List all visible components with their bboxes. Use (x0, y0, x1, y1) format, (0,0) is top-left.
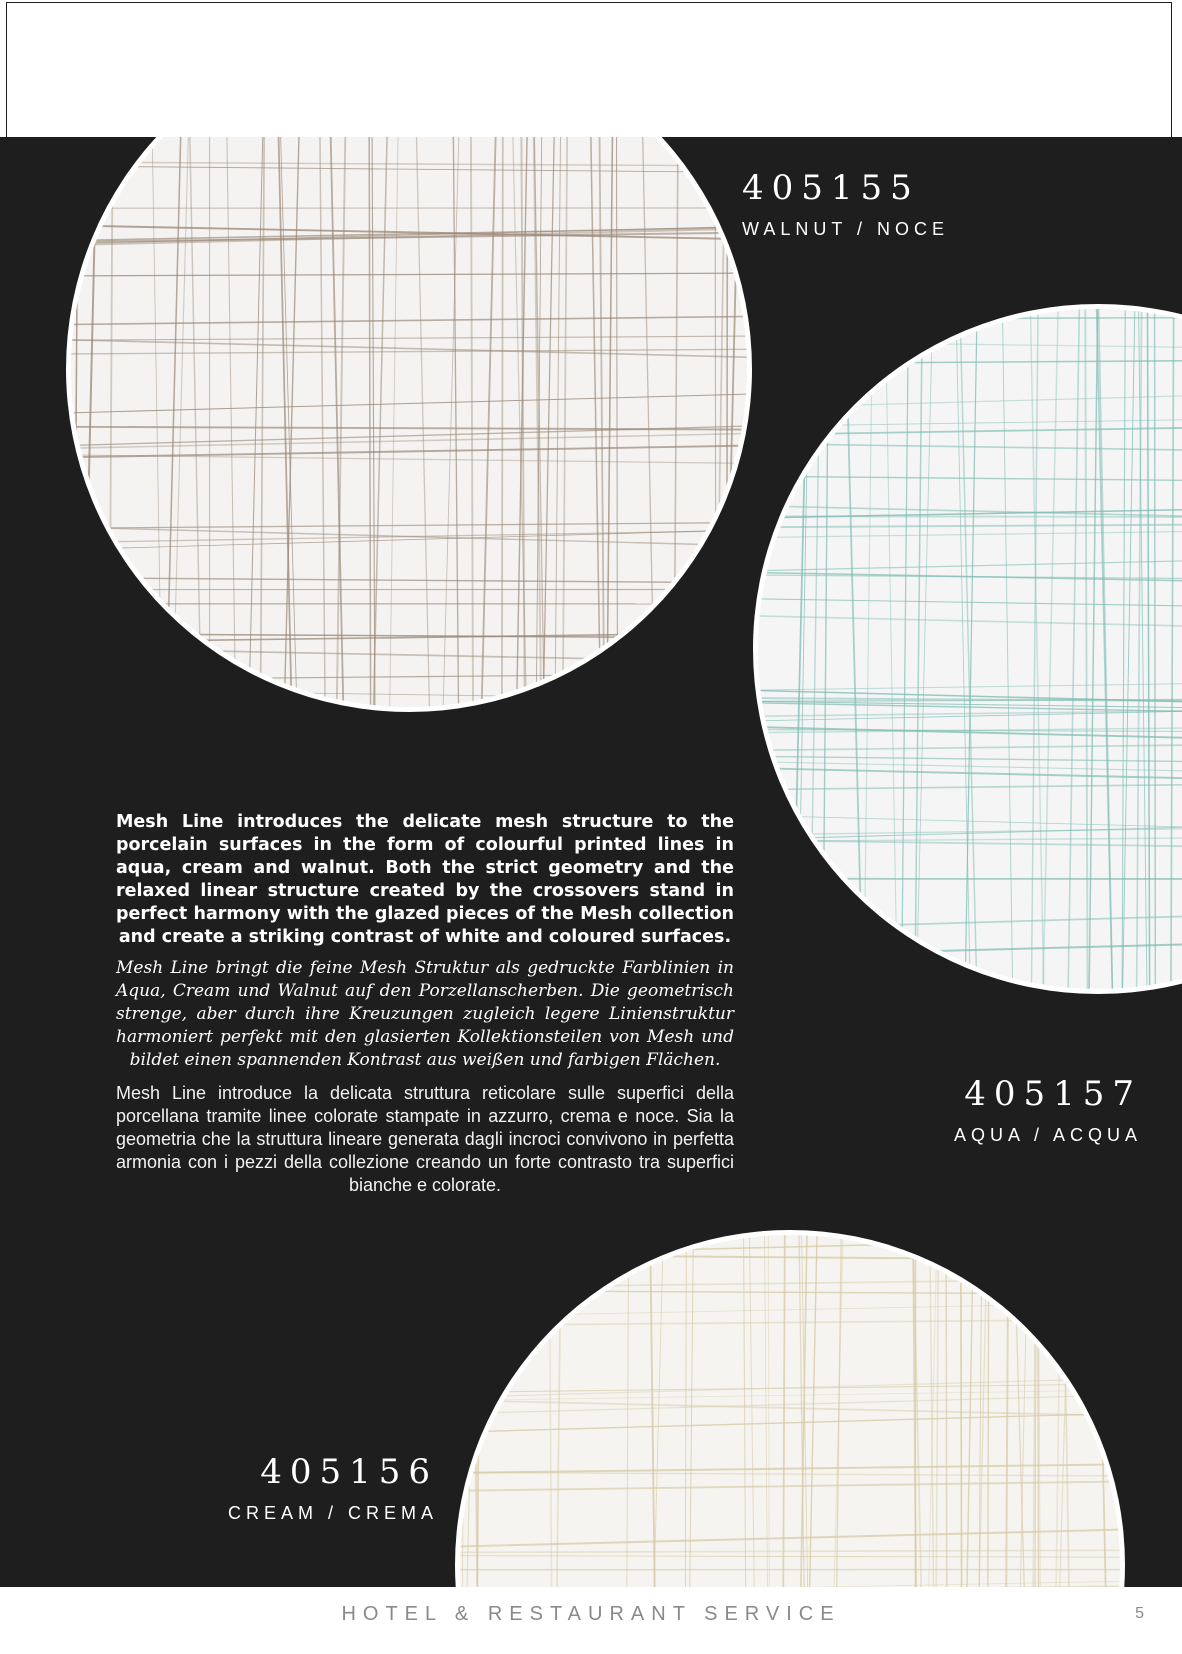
product-color: CREAM / CREMA (227, 1503, 438, 1523)
top-white-banner (6, 2, 1172, 138)
collection-description (116, 811, 734, 1197)
product-color: WALNUT / NOCE (742, 219, 950, 239)
aqua-product-label (953, 1074, 1142, 1146)
description-italian: Mesh Line introduce la delicata struttura reticolare sulle superfici della porcellana tramite linee colorate stampate in azzurro, crema e noce. Sia la geometria che la struttura lineare generata dagli incroci convivono in perfetta armonia con i pezzi della collezione creando un forte contrasto tra superfici bianche e colorate. (116, 1083, 734, 1195)
product-code: 405156 (260, 1452, 438, 1492)
product-color: AQUA / ACQUA (953, 1125, 1142, 1145)
cream-product-label (227, 1452, 438, 1524)
page-number: 5 (1135, 1605, 1144, 1622)
product-code: 405157 (964, 1074, 1142, 1114)
walnut-product-label (742, 168, 950, 240)
page-footer (0, 1587, 1182, 1654)
aqua-plate (749, 304, 1182, 994)
product-code: 405155 (742, 168, 920, 208)
footer-title: HOTEL & RESTAURANT SERVICE (341, 1603, 841, 1625)
product-panel (0, 137, 1182, 1587)
description-german: Mesh Line bringt die feine Mesh Struktur als gedruckte Farblinien in Aqua, Cream und Walnut auf den Porzellanscherben. Die geometrisch strenge, aber durch ihre Kreuzungen zugleich legere Linienstruktur harmoniert perfekt mit den glasierten Kollektionsteilen von Mesh und bildet einen spannenden Kontrast aus weißen und farbigen Flächen. (116, 958, 734, 1070)
description-english: Mesh Line introduces the delicate mesh structure to the porcelain surfaces in the form of colourful printed lines in aqua, cream and walnut. Both the strict geometry and the relaxed linear structure created by the crossovers stand in perfect harmony with the glazed pieces of the Mesh collection and create a striking contrast of white and coloured surfaces. (116, 812, 734, 947)
cream-plate (455, 1230, 1136, 1587)
walnut-plate (66, 137, 752, 722)
